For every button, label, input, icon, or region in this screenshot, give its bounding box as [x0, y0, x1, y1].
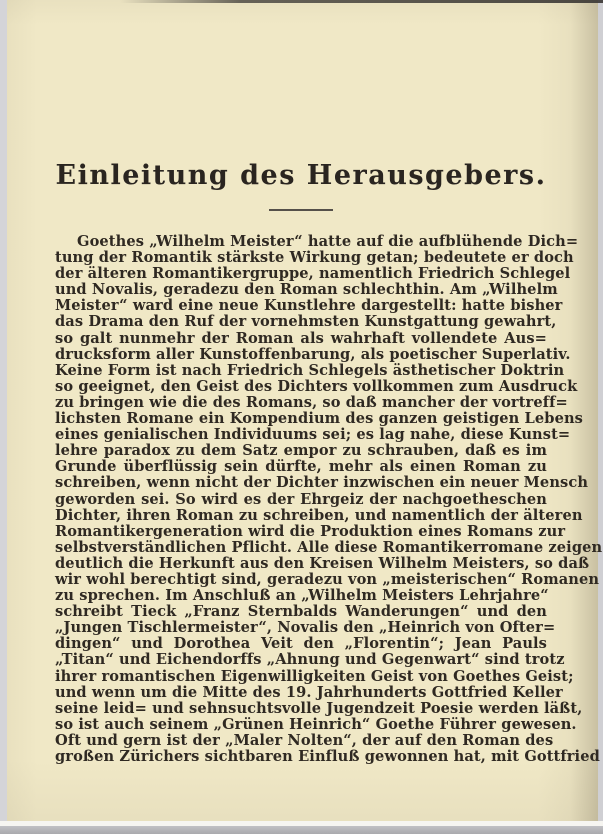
text-line: der älteren Romantikergruppe, namentlich Friedrich Schlegel — [55, 265, 571, 283]
text-line: dingen“ und Dorothea Veit den „Florentin“; Jean Pauls — [55, 635, 547, 653]
text-line: schreibt Tieck „Franz Sternbalds Wanderungen“ und den — [55, 603, 547, 621]
scan-backdrop-left — [0, 0, 7, 821]
text-line: seine leid= und sehnsuchtsvolle Jugendzeit Poesie werden läßt, — [55, 699, 583, 717]
text-line: selbstverständlichen Pflicht. Alle diese Romantikerromane zeigen — [55, 538, 603, 556]
text-line: geworden sei. So wird es der Ehrgeiz der nachgoetheschen — [55, 490, 547, 508]
text-line: und wenn um die Mitte des 19. Jahrhunderts Gottfried Keller — [55, 683, 563, 701]
page-title: Einleitung des Herausgebers. — [55, 160, 547, 191]
scan-edge-top — [120, 0, 603, 3]
text-line: zu sprechen. Im Anschluß an „Wilhelm Meisters Lehrjahre“ — [55, 587, 549, 605]
text-line: das Drama den Ruf der vornehmsten Kunstgattung gewahrt, — [55, 313, 557, 331]
text-line: so ist auch seinem „Grünen Heinrich“ Goethe Führer gewesen. — [55, 715, 577, 733]
book-page — [7, 0, 603, 821]
text-line: Dichter, ihren Roman zu schreiben, und namentlich der älteren — [55, 506, 583, 524]
text-line: wir wohl berechtigt sind, geradezu von „meisterischen“ Romanen — [55, 570, 600, 588]
text-line: tung der Romantik stärkste Wirkung getan; bedeutete er doch — [55, 249, 574, 267]
text-line: so geeignet, den Geist des Dichters vollkommen zum Ausdruck — [55, 377, 578, 395]
scan-edge-bottom — [0, 826, 603, 834]
text-line: großen Zürichers sichtbaren Einfluß gewonnen hat, mit Gottfried — [55, 748, 600, 765]
text-line: Meister“ ward eine neue Kunstlehre dargestellt: hatte bisher — [55, 297, 563, 315]
text-line: Grunde überflüssig sein dürfte, mehr als einen Roman zu — [55, 458, 547, 476]
text-line: „Jungen Tischlermeister“, Novalis den „Heinrich von Ofter= — [55, 619, 556, 637]
text-line: eines genialischen Individuums sei; es lag nahe, diese Kunst= — [55, 426, 571, 444]
text-line: ihrer romantischen Eigenwilligkeiten Geist von Goethes Geist; — [55, 667, 574, 685]
text-line: und Novalis, geradezu den Roman schlechthin. Am „Wilhelm — [55, 281, 558, 299]
text-line: lichsten Romane ein Kompendium des ganzen geistigen Lebens — [55, 410, 583, 428]
text-block — [55, 160, 603, 765]
text-line: „Titan“ und Eichendorffs „Ahnung und Gegenwart“ sind trotz — [55, 651, 565, 669]
paragraph — [55, 233, 603, 765]
text-line: Romantikergeneration wird die Produktion eines Romans zur — [55, 522, 566, 540]
text-line: schreiben, wenn nicht der Dichter inzwischen ein neuer Mensch — [55, 474, 589, 492]
text-line: so galt nunmehr der Roman als wahrhaft vollendete Aus= — [55, 329, 547, 347]
text-line: drucksform aller Kunstoffenbarung, als poetischer Superlativ. — [55, 345, 571, 363]
text-line: deutlich die Herkunft aus den Kreisen Wilhelm Meisters, so daß — [55, 554, 590, 572]
text-line: Goethes „Wilhelm Meister“ hatte auf die aufblühende Dich= — [77, 233, 579, 250]
text-line: Oft und gern ist der „Maler Nolten“, der auf den Roman des — [55, 731, 554, 749]
text-line: Keine Form ist nach Friedrich Schlegels ästhetischer Doktrin — [55, 361, 565, 379]
title-divider — [269, 209, 333, 211]
text-line: lehre paradox zu dem Satz empor zu schrauben, daß es im — [55, 442, 547, 460]
text-line: zu bringen wie die des Romans, so daß mancher der vortreff= — [55, 393, 568, 411]
